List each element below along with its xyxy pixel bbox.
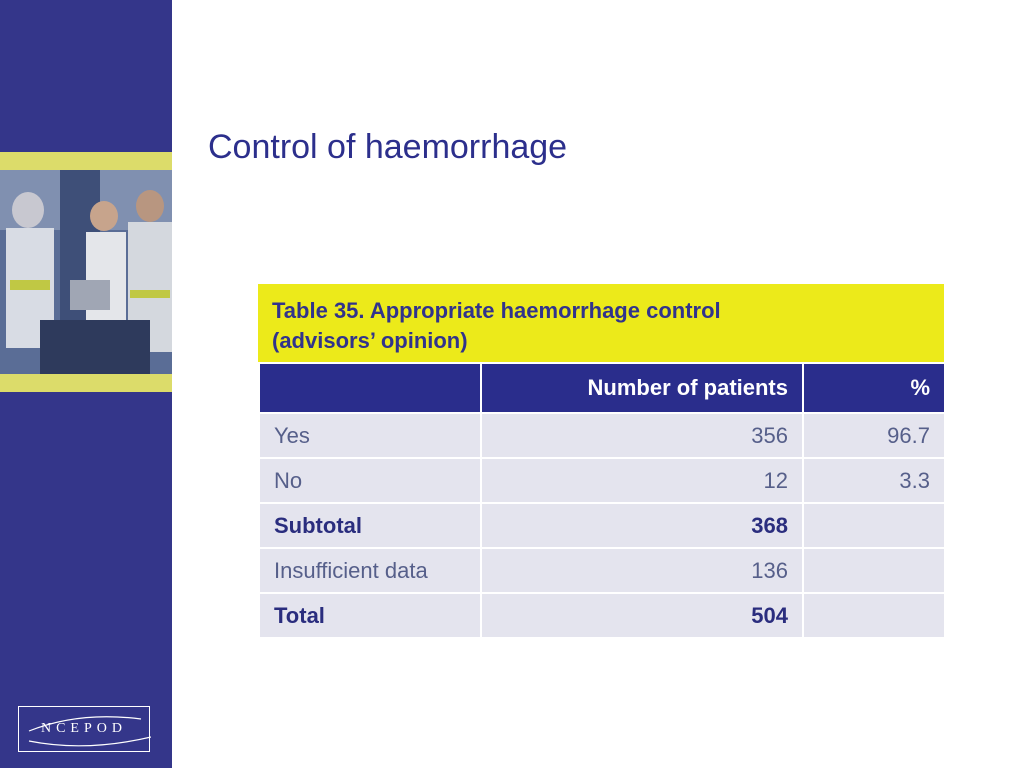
paramedic-photo: [0, 170, 172, 374]
table-caption-line-1: Table 35. Appropriate haemorrhage control: [272, 298, 721, 323]
table-row-total: [259, 593, 945, 638]
row-percent: [803, 503, 945, 548]
row-percent: [803, 548, 945, 593]
row-label: Insufficient data: [259, 548, 481, 593]
header-cell-count: Number of patients: [481, 363, 803, 413]
table-caption-line-2: (advisors’ opinion): [272, 328, 468, 353]
page-title: Control of haemorrhage: [208, 128, 568, 166]
row-percent: [803, 593, 945, 638]
data-table: [258, 362, 946, 639]
row-count: 136: [481, 548, 803, 593]
table-caption: [258, 284, 944, 362]
row-label: No: [259, 458, 481, 503]
row-percent: 3.3: [803, 458, 945, 503]
row-percent: 96.7: [803, 413, 945, 458]
row-count: 368: [481, 503, 803, 548]
logo-text: NCEPOD: [40, 721, 127, 736]
table-row: [259, 458, 945, 503]
ncepod-logo: [18, 706, 150, 752]
sidebar-yellow-band-bottom: [0, 374, 172, 392]
row-label: Total: [259, 593, 481, 638]
data-table-container: [258, 284, 944, 639]
row-count: 12: [481, 458, 803, 503]
table-row: [259, 548, 945, 593]
table-header-row: [259, 363, 945, 413]
row-count: 356: [481, 413, 803, 458]
sidebar-yellow-band-top: [0, 152, 172, 170]
table-row: [259, 413, 945, 458]
header-cell-percent: %: [803, 363, 945, 413]
row-label: Subtotal: [259, 503, 481, 548]
header-cell-label: [259, 363, 481, 413]
row-label: Yes: [259, 413, 481, 458]
table-row-subtotal: [259, 503, 945, 548]
row-count: 504: [481, 593, 803, 638]
